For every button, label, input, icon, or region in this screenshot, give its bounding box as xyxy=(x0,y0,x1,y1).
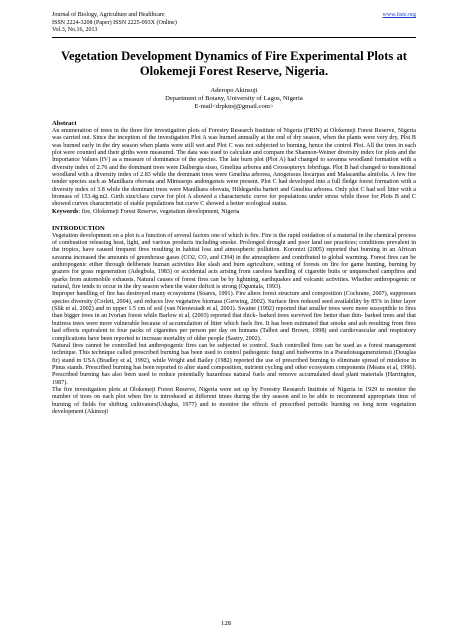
header-divider xyxy=(52,37,416,38)
abstract-text: An enumeration of trees in the three fire investigation plots of Forestry Research Institute of Nigeria (FRIN) at Olokemeji Forest Reserve, Nigeria was carried out. Since the inception of the investigation Plot A was burned annually at the end of dry season, when the plants were very dry, Plot B was burned early in the dry season when plants were still wet and Plot C was not subjected to burning, hence the control Plot. All the trees in each plot were counted and their girths were measured. The data was used to calculate and compare the Shannon-Weiner diversity index for plots and the Importance Values (IV) as a measure of dominance of the species. The late burn plot (Plot A) had changed to savanna woodland formation with a diversity index of 2.76 and the dominant trees were Dalbergia sisso, Gmelina arborea and Crossopteryx febrifuga. Plot B had changed to transitional woodland with a diversity index of 2.83 while the dominant trees were Gmelina arborea, Anogeissus liocarpus and Malacantha alnifolia. A few fire tender species such as Manilkara obovata and Mimusops andongensis were present. Plot C had developed into a full fledge forest formation with a diversity index of 3.8 while the dominant trees were Manilkara obovata, Hildegardia barteri and Gmelina arborea. Only plot C had soil litter with a biomass of 153.4g.m2. Girth size/class curve for plot A showed a characteristic curve for populations under stress while those for Plots B and C showed curves characteristic of stable populations but curve C showed a better ecological status. xyxy=(52,127,416,208)
page-number: 128 xyxy=(221,620,231,627)
introduction-heading: INTRODUCTION xyxy=(52,225,105,233)
intro-paragraph-1: Vegetation development on a plot is a function of several factors one of which is fire. Fire is the rapid oxidation of a material in the chemical process of combustion releasing heat, light, and various products including smoke. Prolonged drought and poor land use practices; conditions prevalent in the tropics, have caused frequent fires resulting in habitat loss and atmospheric pollution. Korontzi (2005) reported that burning in an African savanna increased the amounts of greenhouse gases (CO2, CO, and CH4) in the atmosphere and contributed to global warming. Forest fires can be anthropogenic either through deliberate human activities like slash and burn agriculture, setting of forests on fire for game hunting, burning by grazers for grass regeneration (Adegbola, 1983) or accidental acts arising from careless handling of cigarette butts or unquenched campfires and sparks from automobile exhausts. Natural causes of forest fires can be by lightning, earthquakes and volcanic activities. Whether anthropogenic or natural, fire tends to occur in the dry season when the water deficit is strong (Oguntala, 1993). xyxy=(52,232,416,291)
keywords-label: Keywords xyxy=(52,208,79,215)
journal-volume: Vol.3, No.16, 2013 xyxy=(52,27,98,34)
journal-issn: ISSN 2224-3208 (Paper) ISSN 2225-093X (Online) xyxy=(52,19,177,26)
author-name: Aderopo Akinsoji xyxy=(210,86,258,94)
keywords-line xyxy=(52,209,416,216)
journal-url-link[interactable]: www.iiste.org xyxy=(382,12,416,18)
author-affiliation: Department of Botany, University of Lagos, Nigeria xyxy=(165,94,303,102)
intro-paragraph-2: Improper handling of fire has destroyed many ecosystems (Soares, 1991). Fire alters forest structure and composition (Cochrane, 2007), suppresses species diversity (Corlett, 2004), and reduces live vegetative biomass (Gerwing, 2002). Surface fires reduced seed availability by 85% in litter layer (Slik et al, 2002) and in upper 1.5 cm of soil (van Nieuwstadt et al, 2001). Swaine (1992) reported that smaller trees were more susceptible to fires than bigger trees in an Ivorian forest while Barlow et al, (2003) reported that thick- barked trees survived fire better than thin- barked trees and that buttress trees were more vulnerable because of accumulation of litter which fuels fire. It has been estimated that smoke and ash resulting from fires had effects equivalent to four packs of cigarettes per person per day on humans (Talbot and Brown, 1998) and cardiovascular and respiratory complications have been reported to increase mortality of older people (Sastry, 2002). xyxy=(52,291,416,342)
paper-title: Vegetation Development Dynamics of Fire Experimental Plots at Olokemeji Forest Reserve, Nigeria. xyxy=(61,48,407,78)
intro-paragraph-3: Natural fires cannot be controlled but anthropogenic fires can be subjected to control. Such controlled fires can be used as a forest management technique. This technique called prescribed burning has been used to control pathogenic fungi and budworms in a Pseudotsugamenziensii (Douglas fir) stand in USA (Bradley et al, 1992), while Wright and Bailey (1982) reported the use of prescribed burning to eliminate spread of mistletoe in Pinus stands. Prescribed burning has been reported to alter stand composition, nutrient cycling and other ecosystem components (Means et al, 1996). Prescribed burning has also been used to reduce potentially hazardous natural fuels and remove accumulated dead plant materials (Harrington, 1987). xyxy=(52,342,416,386)
intro-paragraph-4: The fire investigation plots at Olokemeji Forest Reserve, Nigeria were set up by Forestry Research Institute of Nigeria in 1929 to monitor the number of trees on each plot when fire is introduced at different times during the dry season and to be able to recommend appropriate time of burning of fields for shifting cultivators(Udugba, 1977) and to monitor the effects of prescribed periodic burning on long term vegetation development (Akinsoji xyxy=(52,386,416,415)
author-email: E-mail<drpknsj@gmail.com> xyxy=(194,103,274,111)
abstract-heading: Abstract xyxy=(52,120,77,128)
author-block xyxy=(52,87,416,112)
journal-header xyxy=(52,12,416,35)
keywords-text: : fire, Olokemeji Forest Reserve, vegetation development, Nigeria xyxy=(78,208,240,215)
journal-name: Journal of Biology, Agriculture and Healthcare xyxy=(52,12,165,18)
